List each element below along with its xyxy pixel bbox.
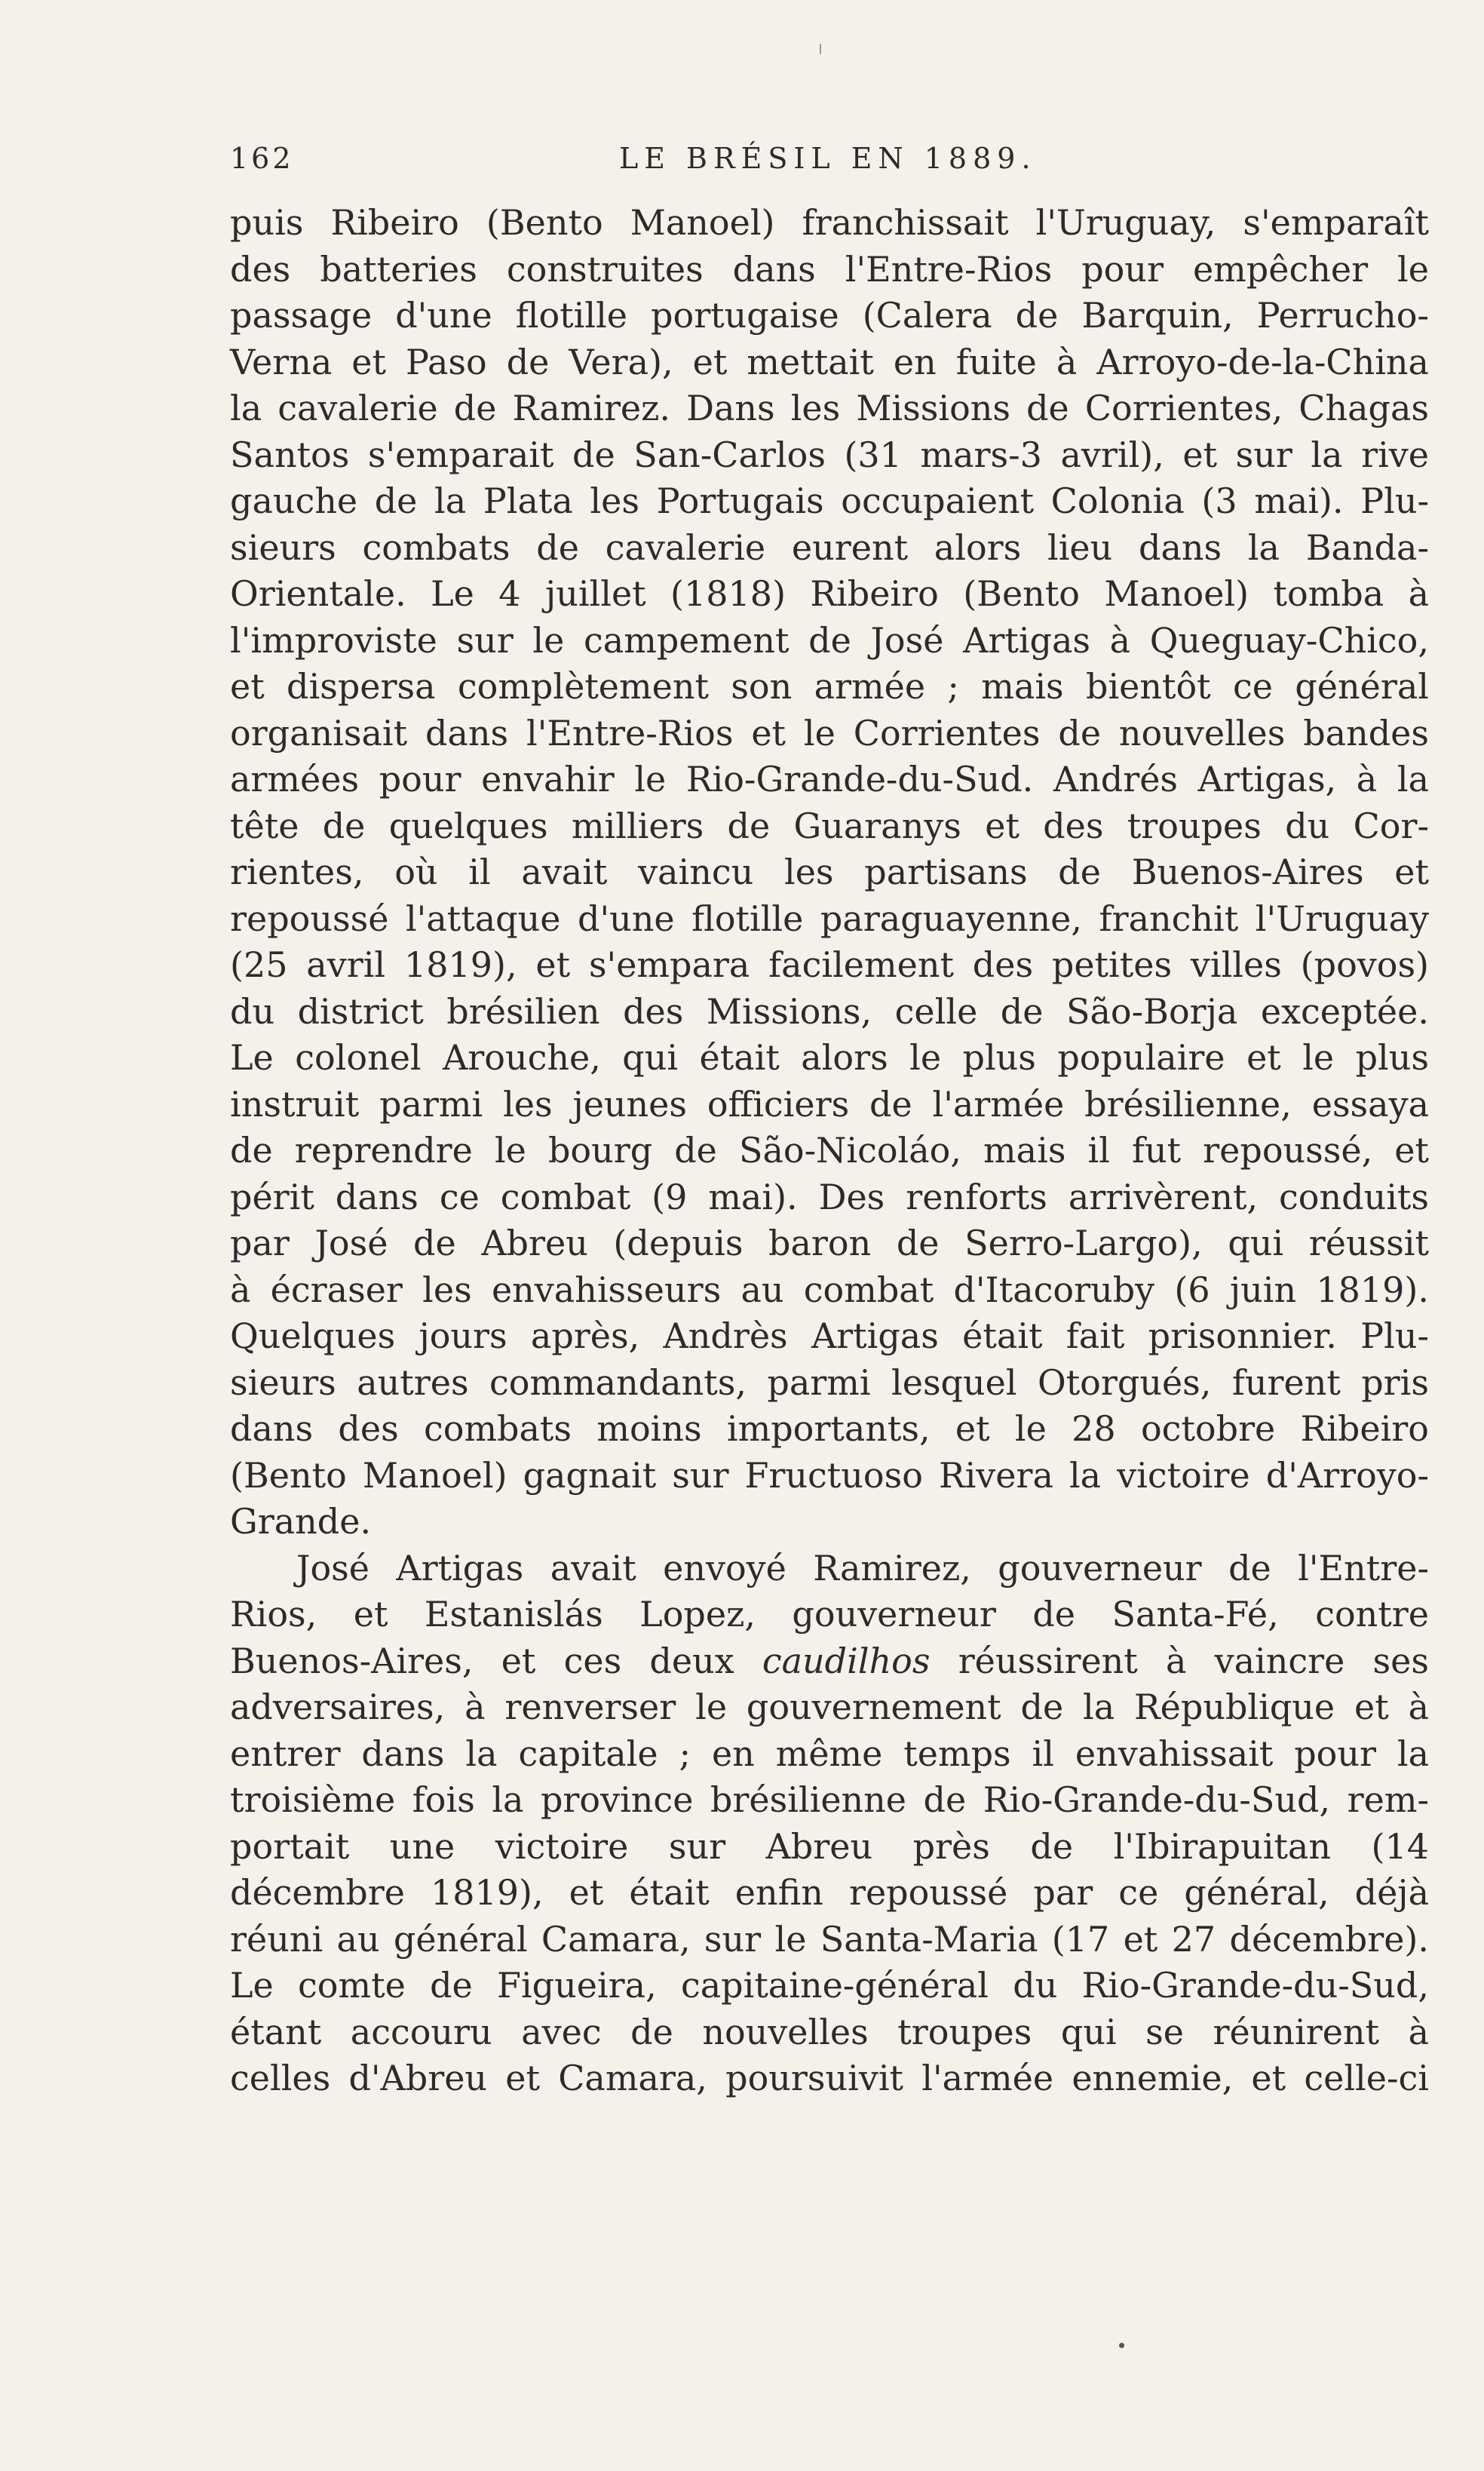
text-line: à écraser les envahisseurs au combat d'Itacoruby (6 juin 1819).	[230, 1269, 1429, 1310]
text-line: étant accouru avec de nouvelles troupes qui se réunirent à	[230, 2011, 1429, 2052]
running-title: LE BRÉSIL EN 1889.	[619, 142, 1037, 175]
text-line: adversaires, à renverser le gouvernement de la République et à	[230, 1687, 1429, 1727]
text-line: (25 avril 1819), et s'empara facilement des petites villes (povos)	[230, 944, 1429, 985]
text-line	[230, 1638, 1429, 1685]
text-line: et dispersa complètement son armée ; mais bientôt ce général	[230, 666, 1429, 707]
text-line: José Artigas avait envoyé Ramirez, gouverneur de l'Entre-	[296, 1547, 1429, 1588]
text-line: (Bento Manoel) gagnait sur Fructuoso Rivera la victoire d'Arroyo-	[230, 1454, 1429, 1496]
text-line: Orientale. Le 4 juillet (1818) Ribeiro (Bento Manoel) tomba à	[230, 573, 1429, 614]
text-line: sieurs autres commandants, parmi lesquel Otorgués, furent pris	[230, 1361, 1429, 1403]
ink-speck	[1119, 2343, 1124, 2348]
text-line: Grande.	[230, 1501, 372, 1542]
italic-word: caudilhos	[762, 1640, 931, 1681]
text-line: instruit parmi les jeunes officiers de l'armée brésilienne, essaya	[230, 1083, 1429, 1125]
text-line: Quelques jours après, Andrès Artigas était fait prisonnier. Plu-	[230, 1315, 1429, 1356]
text-line: périt dans ce combat (9 mai). Des renforts arrivèrent, conduits	[230, 1176, 1429, 1217]
text-line: des batteries construites dans l'Entre-Rios pour empêcher le	[230, 248, 1429, 290]
text-line: de reprendre le bourg de São-Nicoláo, mais il fut repoussé, et	[230, 1130, 1429, 1171]
ink-speck	[820, 44, 821, 54]
text-line: Le comte de Figueira, capitaine-général du Rio-Grande-du-Sud,	[230, 1965, 1429, 2006]
text-line: la cavalerie de Ramirez. Dans les Missions de Corrientes, Chagas	[230, 388, 1429, 428]
text-line: rientes, où il avait vaincu les partisans de Buenos-Aires et	[230, 852, 1429, 892]
text-line: Verna et Paso de Vera), et mettait en fuite à Arroyo-de-la-China	[230, 341, 1429, 382]
text-line: entrer dans la capitale ; en même temps il envahissait pour la	[230, 1733, 1429, 1774]
text-line: l'improviste sur le campement de José Artigas à Queguay-Chico,	[230, 619, 1429, 661]
text-line: Rios, et Estanislás Lopez, gouverneur de Santa-Fé, contre	[230, 1594, 1429, 1635]
text-line: troisième fois la province brésilienne de Rio-Grande-du-Sud, rem-	[230, 1779, 1429, 1820]
text-line: du district brésilien des Missions, celle de São-Borja exceptée.	[230, 990, 1429, 1032]
text-line: sieurs combats de cavalerie eurent alors lieu dans la Banda-	[230, 526, 1429, 568]
text-line: réuni au général Camara, sur le Santa-Maria (17 et 27 décembre).	[230, 1918, 1429, 1960]
text-line: portait une victoire sur Abreu près de l'Ibirapuitan (14	[230, 1825, 1429, 1867]
text-line: puis Ribeiro (Bento Manoel) franchissait l'Uruguay, s'emparaît	[230, 202, 1429, 243]
text-line: repoussé l'attaque d'une flotille paraguayenne, franchit l'Uruguay	[230, 898, 1429, 939]
body-text	[230, 200, 1429, 2102]
page-header	[230, 142, 1421, 187]
paragraph-1	[230, 200, 1429, 1546]
text-line: par José de Abreu (depuis baron de Serro-Largo), qui réussit	[230, 1223, 1429, 1263]
text-line: armées pour envahir le Rio-Grande-du-Sud. Andrés Artigas, à la	[230, 759, 1429, 800]
text-line: Santos s'emparait de San-Carlos (31 mars-3 avril), et sur la rive	[230, 434, 1429, 475]
text-line: passage d'une flotille portugaise (Calera de Barquin, Perrucho-	[230, 295, 1429, 336]
text-line: tête de quelques milliers de Guaranys et des troupes du Cor-	[230, 805, 1429, 846]
text-line: celles d'Abreu et Camara, poursuivit l'armée ennemie, et celle-ci	[230, 2058, 1429, 2098]
text-line: décembre 1819), et était enfin repoussé par ce général, déjà	[230, 1872, 1429, 1913]
text-segment: Buenos-Aires, et ces deux	[230, 1640, 762, 1681]
page-number: 162	[230, 142, 294, 175]
paragraph-2	[230, 1546, 1429, 2102]
text-line: Le colonel Arouche, qui était alors le plus populaire et le plus	[230, 1037, 1429, 1078]
text-line: organisait dans l'Entre-Rios et le Corrientes de nouvelles bandes	[230, 712, 1429, 754]
text-segment: réussirent à vaincre ses	[930, 1640, 1429, 1681]
text-line: dans des combats moins importants, et le 28 octobre Ribeiro	[230, 1408, 1429, 1449]
text-line: gauche de la Plata les Portugais occupaient Colonia (3 mai). Plu-	[230, 480, 1429, 521]
